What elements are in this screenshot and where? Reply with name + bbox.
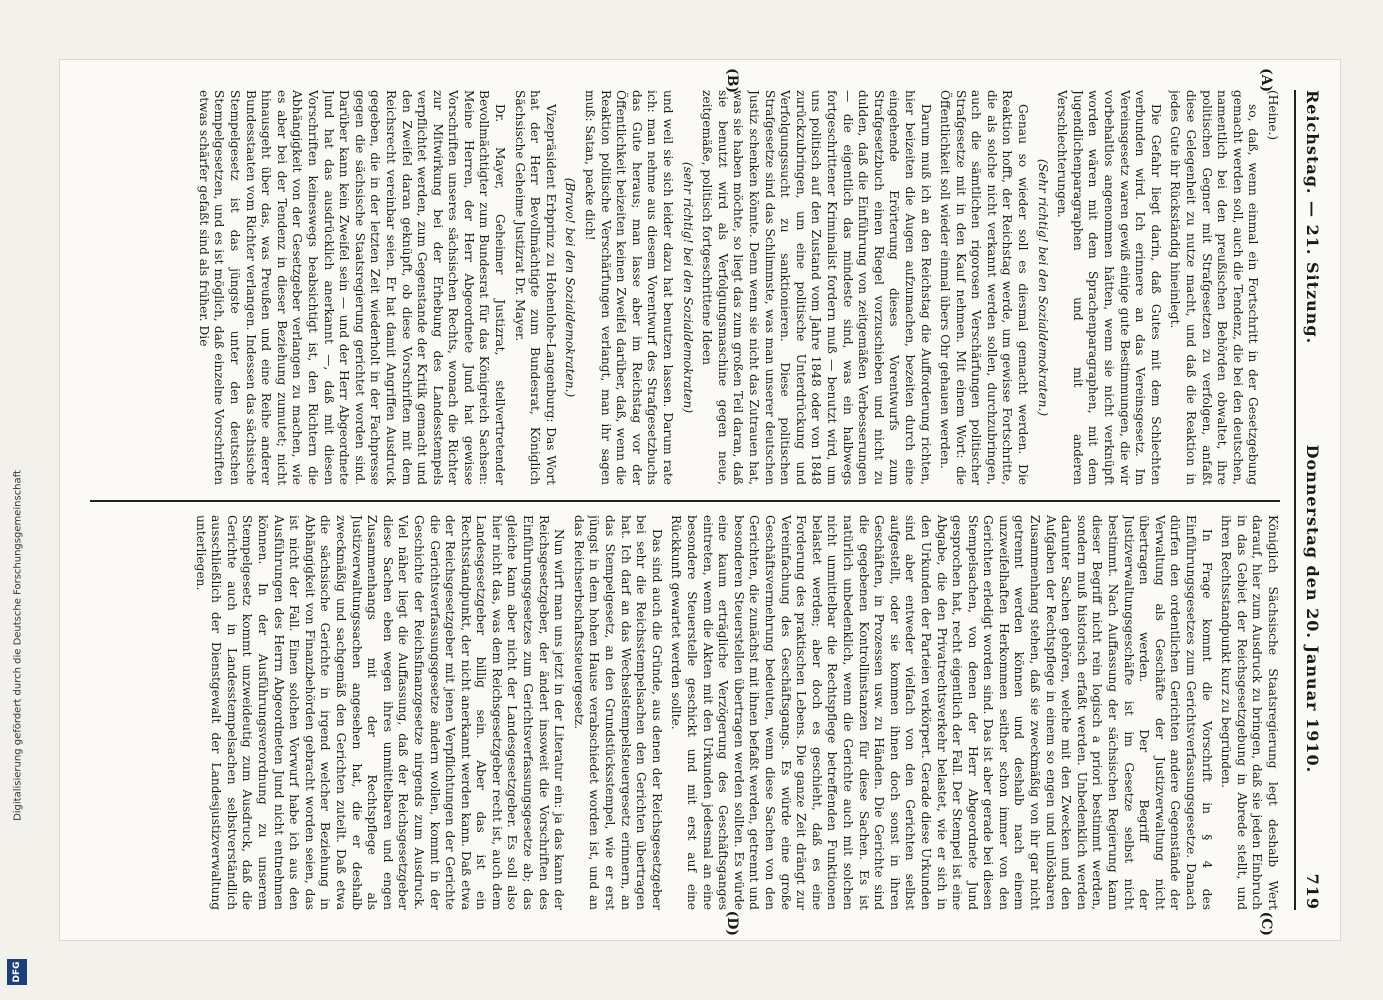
paragraph: Nun wirft man uns jetzt in der Literatur ein: ja das kann der Reichsgesetzgeber, der ändert insoweit die Vorschriften des Einführungsgesetzes zum Gerichtsverfassungsgesetze ab; das gleiche kann aber nicht der Landesgesetzgeber. Es soll also hier nicht das, was dem Reichsgesetzgeber recht ist, auch dem Landesgesetzgeber billig sein. Aber das ist ein Rechtsstandpunkt, der nicht anerkannt werden kann. Daß etwa der Reichsgesetzgeber mit jenen Verpflichtungen der Gerichte die Gerichtsverfassungsgesetze ändern wollen, kommt in der Geschichte der Reichsfinanzgesetze nirgends zum Ausdruck. Viel näher liegt die Auffassung, daß der Reichsgesetzgeber diese Sachen eben wegen ihres unmittelbaren und engen Zusammenhangs mit der Rechtspflege als Justizverwaltungssachen angesehen hat, die er deshalb zweckmäßig und sachgemäß den Gerichten zuteilt. Daß etwa die sächsische Gerichte in irgend welcher Beziehung in Abhängigkeit von Finanzbehörden gebracht worden seien, das ist nicht der Fall. Einen solchen Vorwurf habe ich aus den Ausführungen des Herrn Abgeordneten Jund nicht entnehmen können. In der Ausführungsverordnung zu unserem Stempelgesetz kommt unzweideutig zum Ausdruck, daß die Gerichte auch in Landesstempelsachen selbstverständlich ausschließlich der Dienstgewalt der Landesjustizverwaltung unterliegen. <box>193 515 567 910</box>
dfg-logo: DFG <box>7 959 27 985</box>
paragraph: Vizepräsident Erbprinz zu Hohenlohe-Langenburg: Das Wort hat der Herr Bevollmächtigte zum Bundesrat, Königlich Sächsische Geheime Justizrat Dr. Mayer. <box>512 90 558 485</box>
paragraph: In Frage kommt die Vorschrift in § 4 des Einführungsgesetzes zum Gerichtsverfassungsgesetze. Danach dürfen den ordentlichen Gerichten andere Gegenstände der Verwaltung als Geschäfte der Justizverwaltung nicht übertragen werden. Der Begriff der Justizverwaltungsgeschäfte ist im Gesetze selbst nicht bestimmt. Nach Auffassung der sächsischen Regierung kann dieser Begriff nicht rein logisch a priori bestimmt werden, sondern muß historisch erfaßt werden. Unbedenklich werden darunter Sachen gehören, welche mit den Zwecken und den Aufgaben der Rechtspflege in einem so engen und unlösbaren Zusammenhang stehen, daß sie zweckmäßig von ihr gar nicht getrennt werden können und deshalb nach einem unzweifelhaften Herkommen seither schon immer von den Gerichten erledigt worden sind. Das ist aber gerade bei diesen Stempelsachen, von denen der Herr Abgeordnete Jund gesprochen hat, recht eigentlich der Fall. Der Stempel ist eine Abgabe, die den Privatrechtsverkehr belastet, wie er sich in den Urkunden der Parteien verkörpert. Gerade diese Urkunden sind aber entweder vielfach von den Gerichten selbst aufgestellt, oder sie kommen ihnen doch sonst in ihren Geschäften, in Prozessen usw. zu Händen. Die Gerichte sind die gegebenen Kontrollinstanzen für diese Sachen. Es ist natürlich unbedenklich, wenn die Gerichte auch mit solchen nicht unmittelbar die Rechtspflege betreffenden Funktionen belastet werden; aber doch es geschieht, daß es eine Forderung des praktischen Lebens. Die ganze Zeit drängt zur Vereinfachung des Geschäftsgangs. Es würde eine große Geschäftsvermehrung bedeuten, wenn diese Sachen von den Gerichten, die zunächst mit ihnen befaßt werden, getrennt und besonderen Steuerstellen übertragen werden sollten. Es würde eine kaum erträgliche Verzögerung des Geschäftsganges eintreten, wenn die Akten mit den Urkunden jedesmal an eine besondere Steuerstelle geschickt und mit erst auf eine Rückkunft gewartet werden sollte. <box>669 515 1214 910</box>
paragraph: Darum muß ich an den Reichstag die Aufforderung richten, hier beizeiten die Augen aufzumachen, bezeiten durch eine eingehende Erörterung dieses Vorentwurfs zum Strafgesetzbuch einen Riegel vorzuschieben und nicht zu dulden, daß die Einführung von zeitgemäßen Verbesserungen — die eigentlich das mindeste sind, was ein halbwegs fortgeschrittener Kriminalist fordern muß — benutzt wird, um uns politisch auf den Zustand vom Jahre 1848 oder von 1848 zurückzubringen, um eine politische Unterdrückung und Verfolgungssucht zu sanktionieren. Diese politischen Strafgesetze sind das Schlimmste, was man unserer deutschen Justiz schenken könnte. Denn wenn sie nicht das Zutrauen hat, was sie haben möchte, so liegt das zum großen Teil daran, daß sie benutzt wird als Verfolgungsmaschine gegen neue, zeitgemäße, politisch fortgeschrittene Ideen <box>700 90 933 485</box>
paragraph: so, daß, wenn einmal ein Fortschritt in der Gesetzgebung gemacht werden soll, auch die Tendenz, die bei den deutschen, namentlich bei den preußischen Behörden obwaltet, ihre politischen Gegner mit Strafgesetzen zu verfolgen, anfaßt diese Gelegenheit zu nutze macht, und daß die Reaktion in jedes Gute ihr Rückständig hineinlegt. <box>1168 90 1261 485</box>
paragraph: Genau so wieder soll es diesmal gemacht werden. Die Reaktion hofft, der Reichstag werde, um gewisse Fortschritte, die als solche nicht verkannt werden sollen, durchzubringen, auch die sämtlichen rigorosen Verschärfungen politischer Strafgesetze mit in den Kauf nehmen. Mit einem Wort: die Öffentlichkeit soll wieder einmal übers Ohr gehauen werden. <box>938 90 1031 485</box>
column-divider <box>90 500 1280 502</box>
interjection: (Bravo! bei den Sozialdemokraten.) <box>563 177 578 398</box>
margin-marker-b: (B) <box>724 68 740 94</box>
margin-marker-d: (D) <box>724 910 740 936</box>
margin-marker-a: (A) <box>1258 68 1274 93</box>
scanned-page <box>60 60 1340 940</box>
page-number: 719 <box>1303 873 1323 910</box>
interjection: (Sehr richtig! bei den Sozialdemokraten.) <box>1035 158 1050 417</box>
page-header <box>1294 90 1330 910</box>
digitization-credit: Digitalisierung gefördert durch die Deutsche Forschungsgemeinschaft <box>12 470 24 821</box>
digitization-credit-strip <box>8 300 28 980</box>
right-column <box>90 515 1280 910</box>
margin-marker-c: (C) <box>1258 911 1274 936</box>
paragraph: Das sind auch die Gründe, aus denen der Reichsgesetzgeber bei sehr die Reichsstempelsachen den Gerichten übertragen hat. Ich darf an das Wechselstempelsteuergesetz erinnern, an das Stempelgesetz, an den Grundstücksstempel, wie er erst jüngst in dem hohen Hause verabschiedet worden ist, und an das Reichserbschaftssteuergesetz. <box>571 515 664 910</box>
header-center: Donnerstag den 20. Januar 1910. <box>1303 444 1323 774</box>
header-left: Reichstag. — 21. Sitzung. <box>1303 90 1323 345</box>
paragraph: und weil sie sich leider dazu hat benutzen lassen. Darum rate ich: man nehme aus diesem Vorentwurf des Strafgesetzbuchs das Gute heraus; man lasse aber im Reichstag vor der Öffentlichkeit beizeiten keinen Zweifel darüber, daß, wenn die Reaktion politische Verschärfungen verlangt, man ihr sagen muß: Satan, packe dich! <box>583 90 676 485</box>
speaker-tag: (Heine.) <box>1266 90 1280 141</box>
interjection: (sehr richtig! bei den Sozialdemokraten) <box>680 161 695 414</box>
paragraph: Königlich Sächsische Staatsregierung legt deshalb Wert darauf, hier zum Ausdruck zu bringen, daß sie jeden Einbruch in das Gebiet der Reichsgesetzgebung in Abrede stellt, und ihren Rechtsstandpunkt kurz zu begründen. <box>1219 515 1280 910</box>
paragraph: Dr. Mayer, Geheimer Justizrat, stellvertretender Bevollmächtigter zum Bundesrat für das Königreich Sachsen: Meine Herren, der Herr Abgeordnete Jund hat gewisse Vorschriften unseres sächsischen Rechts, wonach die Richter zur Mitwirkung bei der Erhebung des Landesstempels verpflichtet werden, zum Gegenstande der Kritik gemacht und den Zweifel daran geknüpft, ob diese Vorschriften mit dem Reichsrecht vereinbar seien. Er hat damit Angriffen Ausdruck gegeben, die in der letzten Zeit wiederholt in der Fachpresse gegen die sächsische Staatsregierung gerichtet worden sind. Darüber kann kein Zweifel sein — und der Herr Abgeordnete Jund hat das ausdrücklich anerkannt —, daß mit diesen Vorschriften keineswegs beabsichtigt ist, den Richtern die Abhängigkeit von der Gesetzgeber verlangen zu machen, wie es aber bei der Tendenz in dieser Beziehung zumutet; nicht hinausgeht über das, was Preußen und eine Reihe anderer Bundesstaaten vom Richter verlangen. Indessen das sächsische Stempelgesetz ist das jüngste unter den deutschen Stempelgesetzen, und es ist möglich, daß einzelne Vorschriften etwas schärfer gefaßt sind als früher. Die <box>196 90 508 485</box>
left-column <box>90 90 1280 485</box>
paragraph: Die Gefahr liegt darin, daß Gutes mit dem Schlechten verbunden wird. Ich erinnere an das Vereinsgesetz. Im Vereinsgesetz waren gewiß einige gute Bestimmungen, die wir vorbehaltlos angenommen hätten, wenn sie nicht verknüpft worden wären mit dem Sprachenparagraphen, mit dem Jugendlichenparagraphen und mit anderen Verschlechterungen. <box>1055 90 1163 485</box>
rotated-page-content <box>60 60 1340 940</box>
